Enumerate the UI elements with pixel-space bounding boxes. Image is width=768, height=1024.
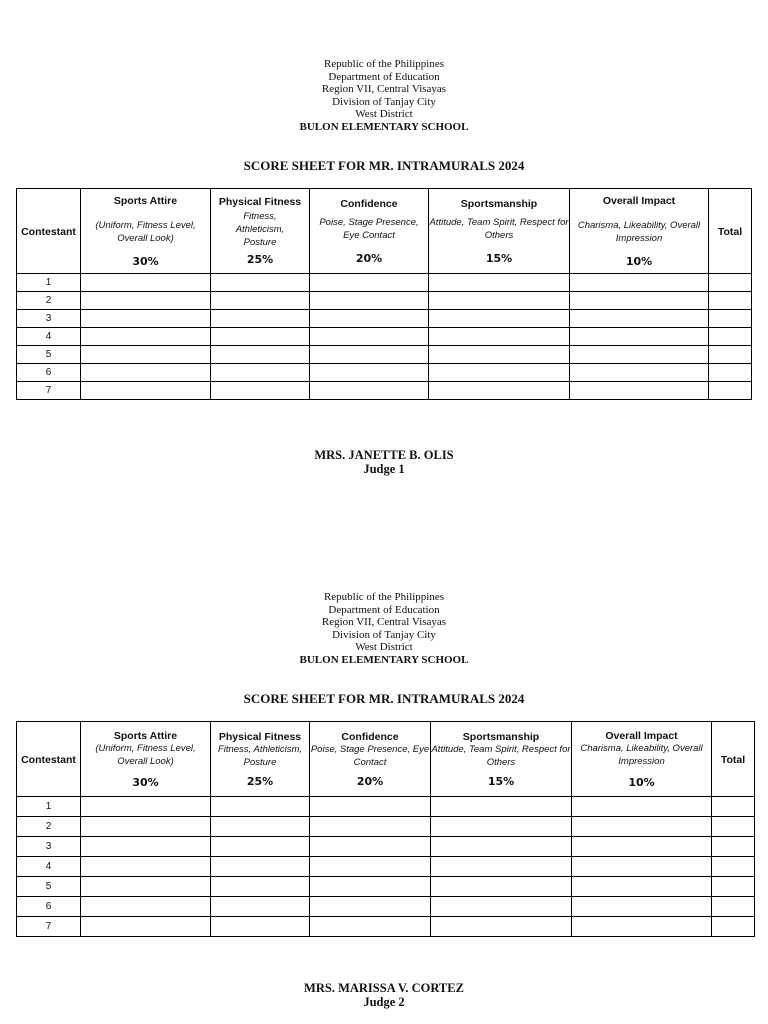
- row-number: 2: [17, 817, 81, 837]
- score-table-2: [16, 721, 755, 937]
- score-cell[interactable]: [572, 797, 712, 817]
- score-cell[interactable]: [310, 817, 431, 837]
- total-cell[interactable]: [712, 917, 755, 937]
- total-cell[interactable]: [712, 797, 755, 817]
- row-number: 7: [17, 382, 81, 400]
- score-cell[interactable]: [572, 857, 712, 877]
- score-cell[interactable]: [81, 857, 211, 877]
- score-cell[interactable]: [572, 897, 712, 917]
- letterhead-1: [0, 58, 768, 133]
- score-cell[interactable]: [431, 837, 572, 857]
- row-number: 3: [17, 837, 81, 857]
- total-cell[interactable]: [709, 382, 752, 400]
- header-line-republic: Republic of the Philippines: [323, 591, 445, 603]
- total-cell[interactable]: [712, 857, 755, 877]
- table-row: [17, 274, 752, 292]
- score-cell[interactable]: [211, 837, 310, 857]
- score-cell[interactable]: [431, 897, 572, 917]
- score-cell[interactable]: [429, 310, 570, 328]
- table-row: [17, 346, 752, 364]
- judge-2-name: MRS. MARISSA V. CORTEZ: [304, 981, 464, 995]
- score-cell[interactable]: [570, 382, 709, 400]
- total-cell[interactable]: [709, 346, 752, 364]
- score-cell[interactable]: [81, 310, 211, 328]
- score-cell[interactable]: [81, 382, 211, 400]
- score-cell[interactable]: [570, 274, 709, 292]
- criterion-sportsmanship: Sportsmanship Attitude, Team Spirit, Respect for Others 15%: [431, 722, 572, 797]
- score-cell[interactable]: [211, 817, 310, 837]
- score-cell[interactable]: [431, 817, 572, 837]
- table-row: [17, 328, 752, 346]
- score-cell[interactable]: [81, 797, 211, 817]
- score-cell[interactable]: [570, 292, 709, 310]
- table-row: [17, 797, 755, 817]
- score-cell[interactable]: [211, 877, 310, 897]
- score-cell[interactable]: [429, 382, 570, 400]
- total-cell[interactable]: [709, 364, 752, 382]
- score-sheet-title-1: SCORE SHEET FOR MR. INTRAMURALS 2024: [243, 158, 525, 173]
- row-number: 5: [17, 346, 81, 364]
- score-cell[interactable]: [429, 346, 570, 364]
- table-header-row: [17, 189, 752, 274]
- score-cell[interactable]: [310, 310, 429, 328]
- score-cell[interactable]: [570, 310, 709, 328]
- score-sheet-title-2: SCORE SHEET FOR MR. INTRAMURALS 2024: [243, 691, 525, 706]
- row-number: 7: [17, 917, 81, 937]
- row-number: 4: [17, 857, 81, 877]
- score-cell[interactable]: [211, 274, 310, 292]
- header-school-name: BULON ELEMENTARY SCHOOL: [299, 120, 469, 133]
- table-header-row: [17, 722, 755, 797]
- score-cell[interactable]: [310, 857, 431, 877]
- criterion-confidence: Confidence Poise, Stage Presence, Eye Contact 20%: [310, 722, 431, 797]
- total-cell[interactable]: [709, 292, 752, 310]
- criterion-confidence: Confidence Poise, Stage Presence, Eye Contact 20%: [310, 189, 429, 274]
- total-header: Total: [709, 189, 752, 274]
- table-row: [17, 917, 755, 937]
- row-number: 4: [17, 328, 81, 346]
- total-cell[interactable]: [709, 310, 752, 328]
- criterion-overall-impact: Overall Impact Charisma, Likeability, Overall Impression 10%: [570, 189, 709, 274]
- table-row: [17, 857, 755, 877]
- score-cell[interactable]: [81, 346, 211, 364]
- score-cell[interactable]: [81, 877, 211, 897]
- header-line-deped: Department of Education: [328, 603, 440, 616]
- score-cell[interactable]: [572, 837, 712, 857]
- criterion-physical-fitness: Physical Fitness Fitness, Athleticism, Posture 25%: [211, 189, 310, 274]
- criterion-sports-attire: Sports Attire (Uniform, Fitness Level, Overall Look) 30%: [81, 189, 211, 274]
- row-number: 1: [17, 797, 81, 817]
- score-cell[interactable]: [310, 346, 429, 364]
- score-cell[interactable]: [310, 877, 431, 897]
- score-cell[interactable]: [81, 292, 211, 310]
- header-line-district: West District: [355, 641, 413, 653]
- score-cell[interactable]: [310, 837, 431, 857]
- table-row: [17, 310, 752, 328]
- score-cell[interactable]: [211, 364, 310, 382]
- score-cell[interactable]: [81, 897, 211, 917]
- letterhead-2: [0, 591, 768, 666]
- score-cell[interactable]: [429, 364, 570, 382]
- contestant-header: Contestant: [17, 722, 81, 797]
- total-cell[interactable]: [712, 837, 755, 857]
- score-cell[interactable]: [211, 310, 310, 328]
- row-number: 6: [17, 364, 81, 382]
- score-cell[interactable]: [310, 292, 429, 310]
- score-cell[interactable]: [570, 346, 709, 364]
- score-cell[interactable]: [570, 364, 709, 382]
- criterion-sports-attire: Sports Attire (Uniform, Fitness Level, Overall Look) 30%: [81, 722, 211, 797]
- header-line-region: Region VII, Central Visayas: [321, 616, 447, 628]
- total-cell[interactable]: [709, 274, 752, 292]
- judge-2-role: Judge 2: [363, 995, 405, 1009]
- score-cell[interactable]: [81, 364, 211, 382]
- score-cell[interactable]: [211, 292, 310, 310]
- header-line-division: Division of Tanjay City: [332, 95, 436, 108]
- header-school-name: BULON ELEMENTARY SCHOOL: [299, 653, 469, 666]
- score-cell[interactable]: [310, 917, 431, 937]
- row-number: 1: [17, 274, 81, 292]
- header-line-republic: Republic of the Philippines: [323, 58, 445, 70]
- header-line-division: Division of Tanjay City: [332, 628, 436, 641]
- score-cell[interactable]: [310, 897, 431, 917]
- score-cell[interactable]: [431, 857, 572, 877]
- header-line-deped: Department of Education: [328, 70, 440, 83]
- score-cell[interactable]: [211, 346, 310, 364]
- header-line-region: Region VII, Central Visayas: [321, 83, 447, 95]
- score-cell[interactable]: [310, 382, 429, 400]
- score-cell[interactable]: [310, 797, 431, 817]
- table-row: [17, 837, 755, 857]
- score-cell[interactable]: [429, 292, 570, 310]
- score-cell[interactable]: [81, 328, 211, 346]
- table-row: [17, 364, 752, 382]
- table-row: [17, 382, 752, 400]
- score-cell[interactable]: [431, 917, 572, 937]
- score-cell[interactable]: [431, 877, 572, 897]
- row-number: 6: [17, 897, 81, 917]
- score-cell[interactable]: [572, 877, 712, 897]
- table-row: [17, 292, 752, 310]
- judge-1-name: MRS. JANETTE B. OLIS: [314, 448, 454, 462]
- score-cell[interactable]: [572, 817, 712, 837]
- judge-2-signature-block: [0, 981, 768, 1009]
- score-cell[interactable]: [310, 364, 429, 382]
- judge-1-signature-block: [0, 448, 768, 476]
- score-cell[interactable]: [211, 382, 310, 400]
- score-cell[interactable]: [81, 917, 211, 937]
- score-cell[interactable]: [81, 837, 211, 857]
- row-number: 3: [17, 310, 81, 328]
- score-cell[interactable]: [211, 897, 310, 917]
- score-cell[interactable]: [211, 797, 310, 817]
- judge-1-role: Judge 1: [363, 462, 405, 476]
- row-number: 5: [17, 877, 81, 897]
- criterion-sportsmanship: Sportsmanship Attitude, Team Spirit, Respect for Others 15%: [429, 189, 570, 274]
- total-header: Total: [712, 722, 755, 797]
- criterion-overall-impact: Overall Impact Charisma, Likeability, Overall Impression 10%: [572, 722, 712, 797]
- score-cell[interactable]: [570, 328, 709, 346]
- score-cell[interactable]: [431, 797, 572, 817]
- score-cell[interactable]: [211, 917, 310, 937]
- score-cell[interactable]: [310, 328, 429, 346]
- row-number: 2: [17, 292, 81, 310]
- total-cell[interactable]: [712, 817, 755, 837]
- score-cell[interactable]: [211, 328, 310, 346]
- total-cell[interactable]: [709, 328, 752, 346]
- score-cell[interactable]: [429, 274, 570, 292]
- score-cell[interactable]: [81, 817, 211, 837]
- score-table-1: [16, 188, 752, 400]
- total-cell[interactable]: [712, 897, 755, 917]
- score-cell[interactable]: [572, 917, 712, 937]
- score-cell[interactable]: [310, 274, 429, 292]
- contestant-header: Contestant: [17, 189, 81, 274]
- total-cell[interactable]: [712, 877, 755, 897]
- table-row: [17, 877, 755, 897]
- score-cell[interactable]: [211, 857, 310, 877]
- table-row: [17, 817, 755, 837]
- score-cell[interactable]: [429, 328, 570, 346]
- table-row: [17, 897, 755, 917]
- header-line-district: West District: [355, 108, 413, 120]
- score-cell[interactable]: [81, 274, 211, 292]
- criterion-physical-fitness: Physical Fitness Fitness, Athleticism, Posture 25%: [211, 722, 310, 797]
